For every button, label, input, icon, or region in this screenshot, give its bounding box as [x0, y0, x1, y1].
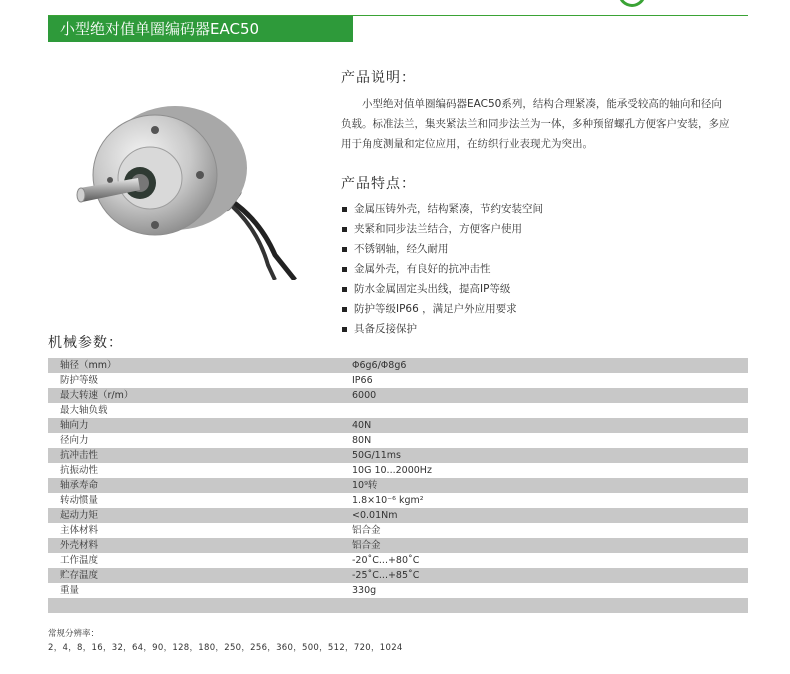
spec-value: 50G/11ms: [308, 448, 748, 463]
feature-item: 不锈钢轴，经久耐用: [341, 239, 543, 259]
spec-label: 贮存温度: [48, 568, 308, 583]
spec-value: 40N: [308, 418, 748, 433]
bullet-icon: [342, 307, 347, 312]
features-heading: 产品特点：: [341, 176, 416, 192]
spec-label: 防护等级: [48, 373, 308, 388]
page-title: 小型绝对值单圈编码器EAC50: [48, 16, 353, 42]
bullet-icon: [342, 267, 347, 272]
table-row: [48, 523, 748, 538]
table-row: [48, 583, 748, 598]
table-row: [48, 463, 748, 478]
spec-value: -20˚C...+80˚C: [308, 553, 748, 568]
spec-value: 80N: [308, 433, 748, 448]
table-row: [48, 538, 748, 553]
spec-value: 铝合金: [308, 523, 748, 538]
feature-item: 金属压铸外壳，结构紧凑，节约安装空间: [341, 199, 543, 219]
spec-value: 10G 10...2000Hz: [308, 463, 748, 478]
feature-item: 防护等级IP66 ，满足户外应用要求: [341, 299, 543, 319]
table-row: [48, 448, 748, 463]
features-list: [341, 199, 543, 339]
specs-table: [48, 358, 748, 613]
feature-item: 具备反接保护: [341, 319, 543, 339]
spec-label: 起动力矩: [48, 508, 308, 523]
spec-value: Φ6g6/Φ8g6: [308, 358, 748, 373]
bullet-icon: [342, 287, 347, 292]
table-row: [48, 598, 748, 613]
spec-label: 轴径（mm）: [48, 358, 308, 373]
spec-label: 径向力: [48, 433, 308, 448]
spec-label: 最大轴负载: [48, 403, 308, 418]
table-row: [48, 433, 748, 448]
spec-label: 抗振动性: [48, 463, 308, 478]
bullet-icon: [342, 327, 347, 332]
spec-value: 1.8×10⁻⁶ kgm²: [308, 493, 748, 508]
spec-label: 重量: [48, 583, 308, 598]
feature-item: 防水金属固定头出线，提高IP等级: [341, 279, 543, 299]
logo-mark: [618, 0, 646, 7]
spec-value: 6000: [308, 388, 748, 403]
table-row: [48, 388, 748, 403]
table-row: [48, 568, 748, 583]
resolution-values: 2，4，8，16，32，64，90，128，180，250，256，360，500，512，720，1024: [48, 643, 403, 653]
table-row: [48, 493, 748, 508]
spec-value: <0.01Nm: [308, 508, 748, 523]
specs-heading: 机械参数：: [48, 335, 123, 351]
spec-value: 10⁹转: [308, 478, 748, 493]
table-row: [48, 508, 748, 523]
spec-label: 最大转速（r/m）: [48, 388, 308, 403]
table-row: [48, 418, 748, 433]
spec-label: 轴向力: [48, 418, 308, 433]
feature-item: 夹紧和同步法兰结合，方便客户使用: [341, 219, 543, 239]
description-text: 小型绝对值单圈编码器EAC50系列，结构合理紧凑，能承受较高的轴向和径向负载。标准法兰，集夹紧法兰和同步法兰为一体，多种预留螺孔方便客户安装，多应用于角度测量和定位应用，在纺织行业表现尤为突出。: [341, 98, 730, 150]
spec-label: 轴承寿命: [48, 478, 308, 493]
spec-label: 工作温度: [48, 553, 308, 568]
bullet-icon: [342, 207, 347, 212]
table-row: [48, 478, 748, 493]
spec-value: [308, 403, 748, 418]
table-row: [48, 553, 748, 568]
spec-label: 外壳材料: [48, 538, 308, 553]
spec-label: 抗冲击性: [48, 448, 308, 463]
bullet-icon: [342, 227, 347, 232]
spec-label: [48, 598, 308, 613]
table-row: [48, 403, 748, 418]
spec-value: -25˚C...+85˚C: [308, 568, 748, 583]
spec-value: 铝合金: [308, 538, 748, 553]
spec-value: IP66: [308, 373, 748, 388]
product-image: [60, 80, 300, 280]
table-row: [48, 373, 748, 388]
spec-value: [308, 598, 748, 613]
resolution-label: 常规分辨率：: [48, 629, 100, 639]
spec-value: 330g: [308, 583, 748, 598]
table-row: [48, 358, 748, 373]
feature-item: 金属外壳，有良好的抗冲击性: [341, 259, 543, 279]
spec-label: 转动惯量: [48, 493, 308, 508]
bullet-icon: [342, 247, 347, 252]
description-heading: 产品说明：: [341, 70, 416, 86]
spec-label: 主体材料: [48, 523, 308, 538]
